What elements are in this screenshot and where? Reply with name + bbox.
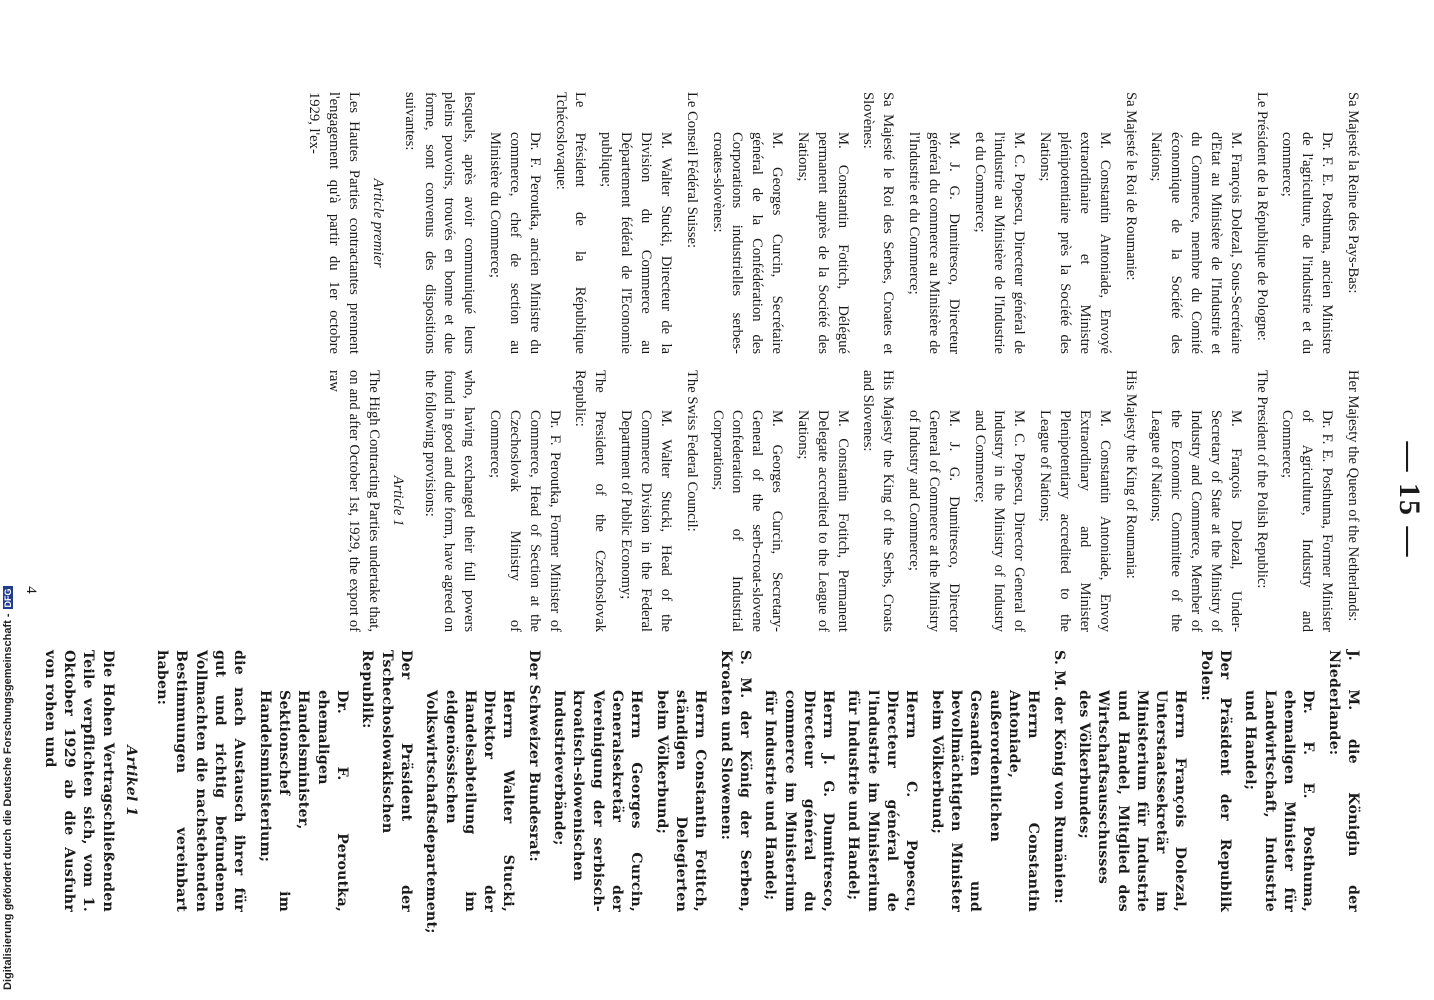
footer-number: 4 [23,586,39,594]
en-closing: who, having exchanged their full powers found in good and due form, have agreed on the following provisions: [421,370,478,632]
fr-closing: lesquels, après avoir communiqué leurs pleins pouvoirs, trouvés en bonne et due forme, sont convenus des dispositions suivantes: [401,92,478,354]
en-fotitch: M. Constantin Fotitch, Permanent Delegate accredited to the League of Nations; [794,410,851,632]
en-stucki: M. Walter Stucki, Head of the Commerce Division in the Federal Department of Public Economy; [618,410,674,632]
de-king-serbs: S. M. der König der Serben, Kroaten und Slowenen: [717,650,753,912]
en-article-title: Article 1 [389,475,406,527]
de-dolezal: Herrn François Dolezal, Unterstaatssekretär im Ministerium für Industrie und Handel, Mitglied des Wirtschaftsausschusses des Völkerbundes; [1075,690,1189,912]
en-president-poland: The President of the Polish Republic: [1253,370,1270,589]
en-king-romania: His Majesty the King of Roumania: [1122,370,1139,579]
en-peroutka: Dr. F. Peroutka, Former Minister of Commerce, Head of Section at the Czechoslovak Ministry of Commerce; [487,410,563,632]
english-column [326,370,1362,632]
fr-article-text: Les Hautes Parties contractantes prennent l'engagement qu'à partir du 1er octobre 1929, l'ex- [306,92,363,354]
french-column [306,92,1362,354]
fr-article-title: Article premier [369,178,386,268]
fr-fotitch: M. Constantin Fotitch, Délégué permanent auprès de la Société des Nations; [794,132,851,354]
de-closing: die nach Austausch ihrer für gut und richtig befundenen Vollmachten die nachstehenden Bestimmungen vereinbart haben: [154,650,248,912]
digitization-text: Digitalisierung gefördert durch die Deutsche Forschungsgemeinschaft - [2,613,14,990]
de-queen-netherlands: J. M. die Königin der Niederlande: [1325,650,1361,912]
fr-king-serbs: Sa Majesté le Roi des Serbes, Croates et Slovènes: [860,92,897,354]
fr-popescu: M. C. Popescu, Directeur général de l'industrie au Ministère de l'Industrie et du Commerce; [971,132,1028,354]
digitization-note [2,586,14,990]
en-curcin: M. Georges Curcin, Secretary-General of the serb-croat-slovene Confederation of Industrial Corporations; [709,410,786,632]
de-fotitch: Herrn Constantin Fotitch, ständigen Delegierten beim Völkerbund; [653,690,709,912]
de-article-title: Artikel 1 [122,745,139,817]
fr-dumitresco: M. J. G. Dumitresco, Directeur général du commerce au Ministère de l'Industrie et du Commerce; [906,132,962,354]
de-king-romania: S. M. der König von Rumänien: [1050,650,1067,904]
fr-antoniade: M. Constantin Antoniade, Envoyé extraordinaire et Ministre plénipotentiaire près la Société des Nations; [1037,132,1113,354]
fr-swiss-council: Le Conseil Fédéral Suisse: [683,92,700,249]
en-dolezal: M. François Dolezal, Under-Secretary of State at the Ministry of Industry and Commerce, Member of the Economic Committee of the League of Nations; [1148,410,1244,632]
en-antoniade: M. Constantin Antoniade, Envoy Extraordinary and Minister Plenipotentiary accredited to the League of Nations; [1037,410,1113,632]
fr-president-czech: Le Président de la République Tchécoslovaque: [552,92,589,354]
en-swiss-council: The Swiss Federal Council: [683,370,700,532]
german-column [41,650,1362,934]
de-peroutka: Dr. F. Peroutka, ehemaligen Handelsminister, Sektionschef im Handelsministerium; [256,690,350,912]
fr-peroutka: Dr. F. Peroutka, ancien Ministre du commerce, chef de section au Ministère du Commerce; [487,132,543,354]
de-posthuma: Dr. F. E. Posthuma, ehemaligen Minister für Landwirtschaft, Industrie und Handel; [1242,690,1317,912]
en-president-czech: The President of the Czechoslovak Republic: [572,370,609,632]
en-popescu: M. C. Popescu, Director General of Industry in the Ministry of Industry and Commerce; [971,410,1028,632]
fr-posthuma: Dr. F. E. Posthuma, ancien Ministre de l'agriculture, de l'industrie et du commerce; [1279,132,1336,354]
de-antoniade: Herrn Constantin Antoniade, außerordentlichen Gesandten und bevollmächtigten Minister beim Völkerbund; [928,690,1042,912]
fr-king-romania: Sa Majesté le Roi de Roumanie: [1122,92,1139,281]
de-dumitresco: Herrn J. G. Dumitresco, Directeur général du commerce im Ministerium für Industrie und Handel; [762,690,837,912]
fr-curcin: M. Georges Curcin, Secrétaire général de la Confédération des Corporations industrielles serbes-croates-slovènes: [709,132,786,354]
digitization-sidebar [0,0,22,1000]
fr-president-poland: Le Président de la République de Pologne: [1253,92,1270,341]
fr-queen-netherlands: Sa Majesté la Reine des Pays-Bas: [1345,92,1361,294]
dfg-logo: DFG [3,588,13,608]
de-president-czech: Der Präsident der Tschechoslowakischen Republik: [359,650,414,912]
en-posthuma: Dr. F. E. Posthuma, Former Minister of Agriculture, Industry and Commerce; [1279,410,1336,632]
fr-stucki: M. Walter Stucki, Directeur de la Division du Commerce au Département fédéral de l'Economie publique; [598,132,674,354]
en-dumitresco: M. J. G. Dumitresco, Director General of Commerce at the Ministry of Industry and Commerce; [906,410,962,632]
en-king-serbs: His Majesty the King of the Serbs, Croats and Slovenes: [860,370,897,632]
de-curcin: Herrn Georges Curcin, Generalsekretär der Vereinigung der serbisch-kroatisch-slowenischen Industrieverbände; [551,690,645,912]
de-swiss-council: Der Schweizer Bundesrat: [525,650,542,862]
en-article-text: The High Contracting Parties undertake that, on and after October 1st, 1929, the export of raw [326,370,382,632]
de-president-poland: Der Präsident der Republik Polen: [1197,650,1234,912]
de-popescu: Herrn C. Popescu, Directeur général de l'industrie im Ministerium für Industrie und Handel; [845,690,920,912]
page-number: — 15 — [1393,441,1426,559]
de-article-text: Die Hohen Vertragschließenden Teile verpflichten sich, vom 1. Oktober 1929 ab die Ausfuhr von rohen und [41,650,116,912]
de-stucki: Herrn Walter Stucki, Direktor der Handelsabteilung im eidgenössischen Volkswirtschaftsdepartement; [423,690,517,934]
en-queen-netherlands: Her Majesty the Queen of the Netherlands: [1345,370,1361,622]
fr-dolezal: M. François Dolezal, Sous-Secrétaire d'Etat au Ministère de l'Industrie et du Commerce, membre du Comité économique de la Société des Nations; [1148,132,1244,354]
